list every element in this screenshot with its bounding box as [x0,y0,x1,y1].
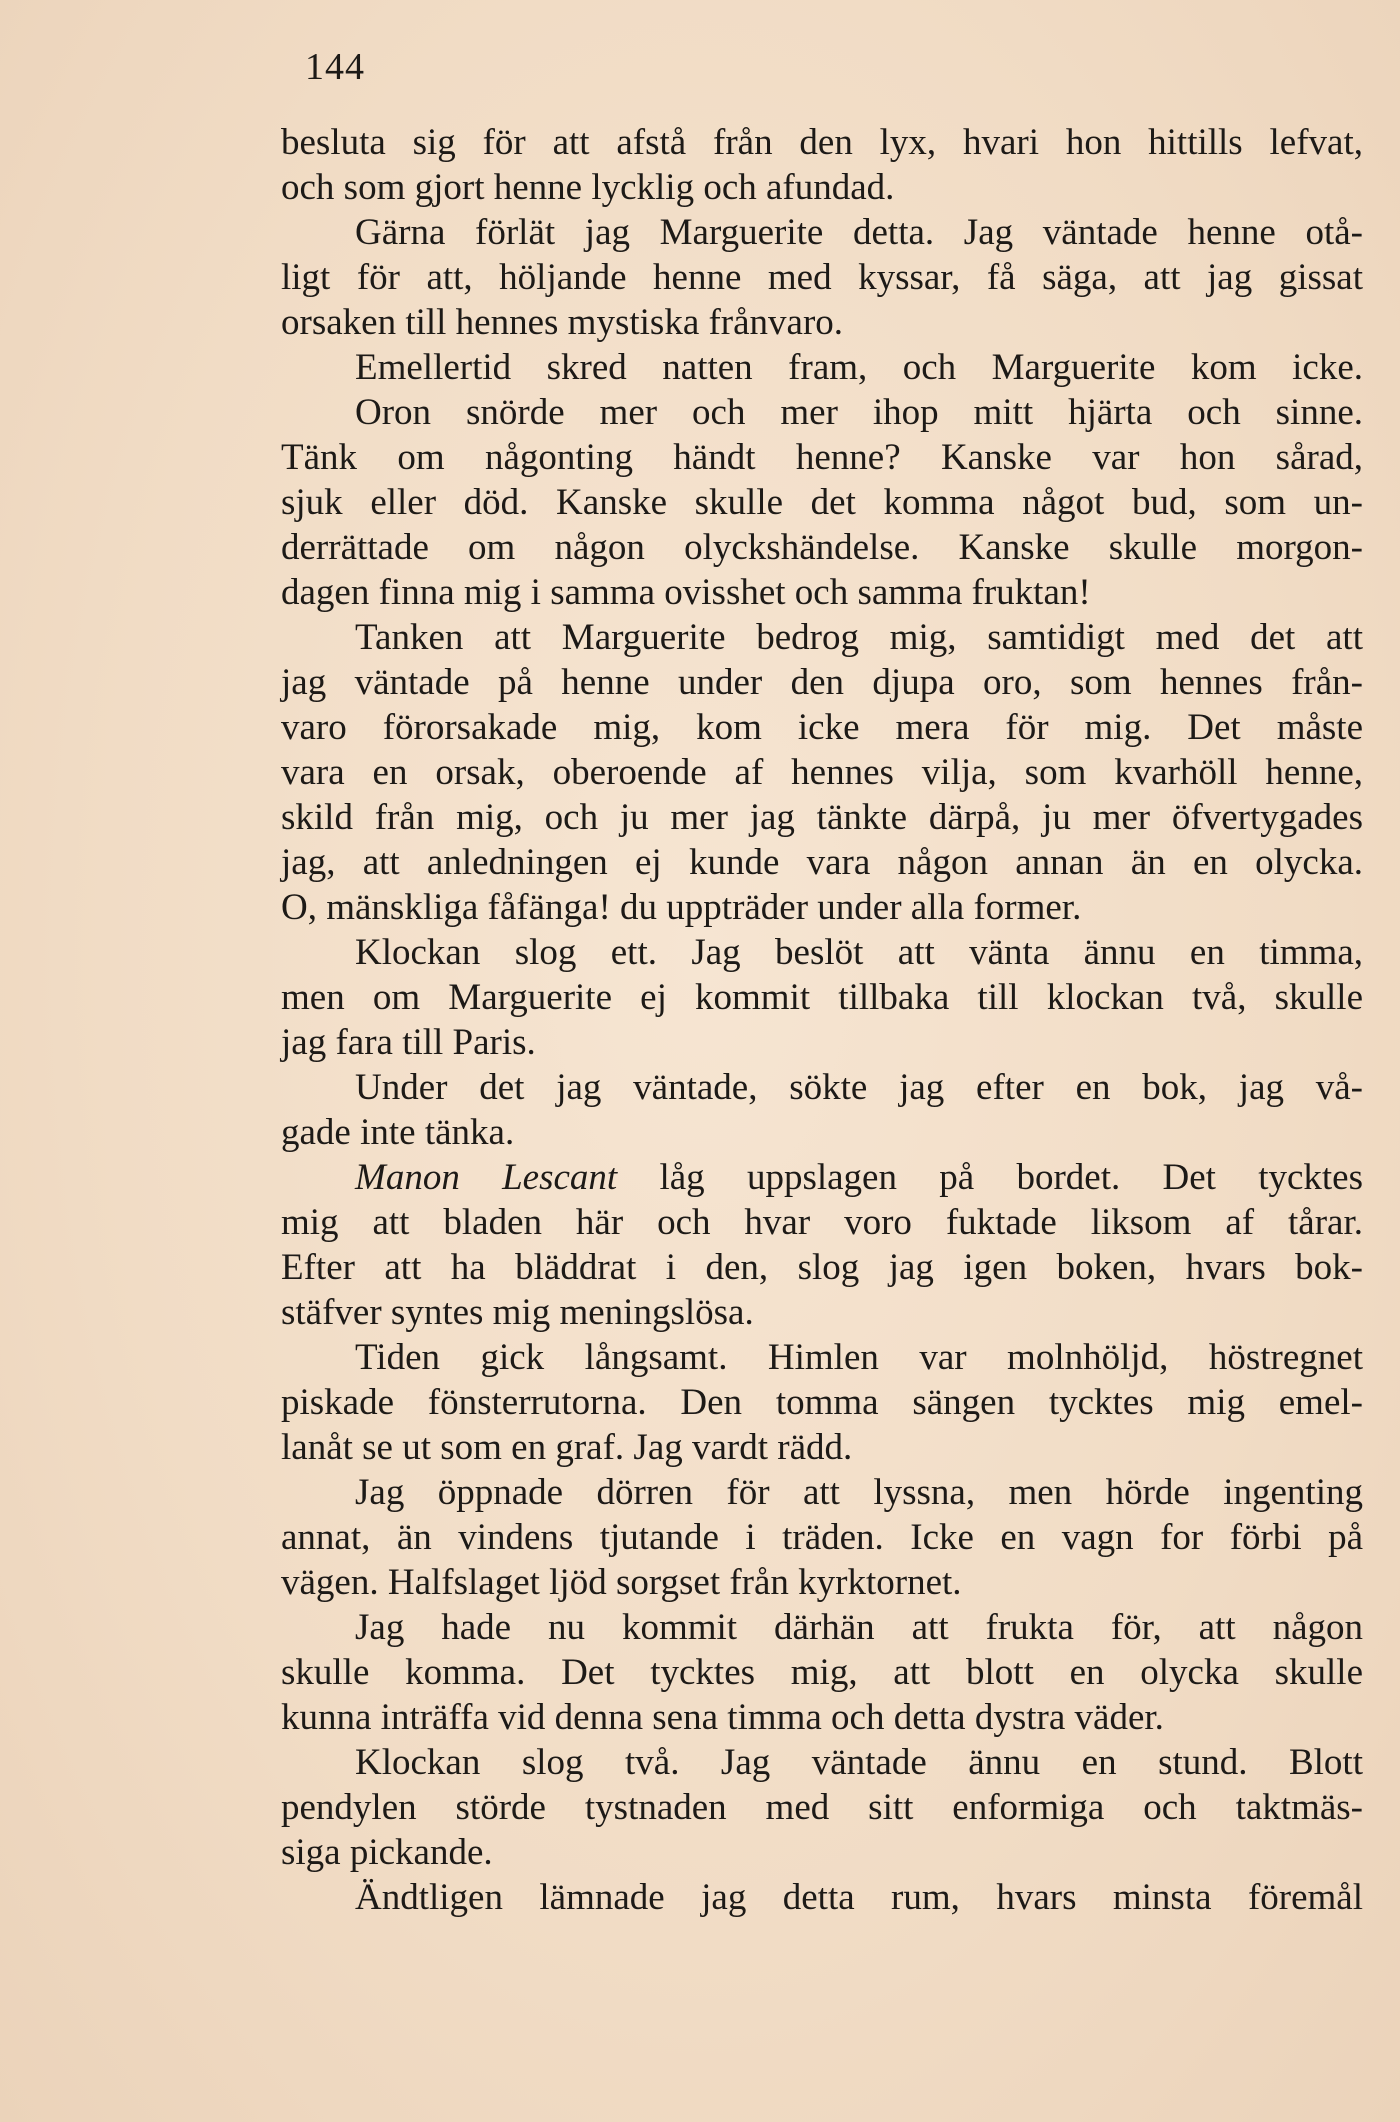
text-line: varo förorsakade mig, kom icke mera för mig. Det måste [281,707,1363,748]
text-line: ligt för att, höljande henne med kyssar, få säga, att jag gissat [281,257,1363,298]
text-line: Tiden gick långsamt. Himlen var molnhöljd, höstregnet [355,1337,1363,1378]
text-line-content: låg uppslagen på bordet. Det tycktes [659,1157,1363,1198]
text-line: Efter att ha bläddrat i den, slog jag igen boken, hvars bok- [281,1247,1363,1288]
text-line: Jag öppnade dörren för att lyssna, men hörde ingenting [355,1472,1363,1513]
text-line: siga pickande. [281,1832,493,1873]
text-line: Emellertid skred natten fram, och Marguerite kom icke. [355,347,1363,388]
text-line: skild från mig, och ju mer jag tänkte därpå, ju mer öfvertygades [281,797,1363,838]
text-line: kunna inträffa vid denna sena timma och detta dystra väder. [281,1697,1164,1738]
text-line: Klockan slog två. Jag väntade ännu en stund. Blott [355,1742,1363,1783]
page-number: 144 [305,46,365,88]
text-line: vägen. Halfslaget ljöd sorgset från kyrktornet. [281,1562,962,1603]
text-line: Gärna förlät jag Marguerite detta. Jag väntade henne otå- [355,212,1363,253]
text-line: jag väntade på henne under den djupa oro, som hennes från- [281,662,1363,703]
text-line: mig att bladen här och hvar voro fuktade liksom af tårar. [281,1202,1363,1243]
text-line: Jag hade nu kommit därhän att frukta för, att någon [355,1607,1363,1648]
text-line: Ändtligen lämnade jag detta rum, hvars minsta föremål [355,1877,1363,1918]
text-line: Klockan slog ett. Jag beslöt att vänta ännu en timma, [355,932,1363,973]
text-line: orsaken till hennes mystiska frånvaro. [281,302,844,343]
text-line: stäfver syntes mig meningslösa. [281,1292,754,1333]
text-line: men om Marguerite ej kommit tillbaka till klockan två, skulle [281,977,1363,1018]
text-line: jag fara till Paris. [281,1022,536,1063]
text-line: Tänk om någonting händt henne? Kanske var hon sårad, [281,437,1363,478]
text-line: Under det jag väntade, sökte jag efter en bok, jag vå- [355,1067,1363,1108]
text-line: sjuk eller död. Kanske skulle det komma något bud, som un- [281,482,1363,523]
text-line: dagen finna mig i samma ovisshet och samma fruktan! [281,572,1091,613]
body-text [281,120,1363,1920]
text-line: piskade fönsterrutorna. Den tomma sängen tycktes mig emel- [281,1382,1363,1423]
text-line: O, mänskliga fåfänga! du uppträder under alla former. [281,887,1082,928]
text-line: Tanken att Marguerite bedrog mig, samtidigt med det att [355,617,1363,658]
text-line: gade inte tänka. [281,1112,515,1153]
text-line: jag, att anledningen ej kunde vara någon annan än en olycka. [281,842,1363,883]
text-line [281,1155,1363,1200]
text-line: besluta sig för att afstå från den lyx, hvari hon hittills lefvat, [281,122,1363,163]
text-line: skulle komma. Det tycktes mig, att blott en olycka skulle [281,1652,1363,1693]
text-line: pendylen störde tystnaden med sitt enformiga och taktmäs- [281,1787,1363,1828]
book-title-italic: Manon Lescant [355,1157,618,1198]
text-line: lanåt se ut som en graf. Jag vardt rädd. [281,1427,853,1468]
text-line: derrättade om någon olyckshändelse. Kanske skulle morgon- [281,527,1363,568]
text-line: vara en orsak, oberoende af hennes vilja, som kvarhöll henne, [281,752,1363,793]
text-line: annat, än vindens tjutande i träden. Icke en vagn for förbi på [281,1517,1363,1558]
text-line: Oron snörde mer och mer ihop mitt hjärta och sinne. [355,392,1363,433]
text-line: och som gjort henne lycklig och afundad. [281,167,895,208]
